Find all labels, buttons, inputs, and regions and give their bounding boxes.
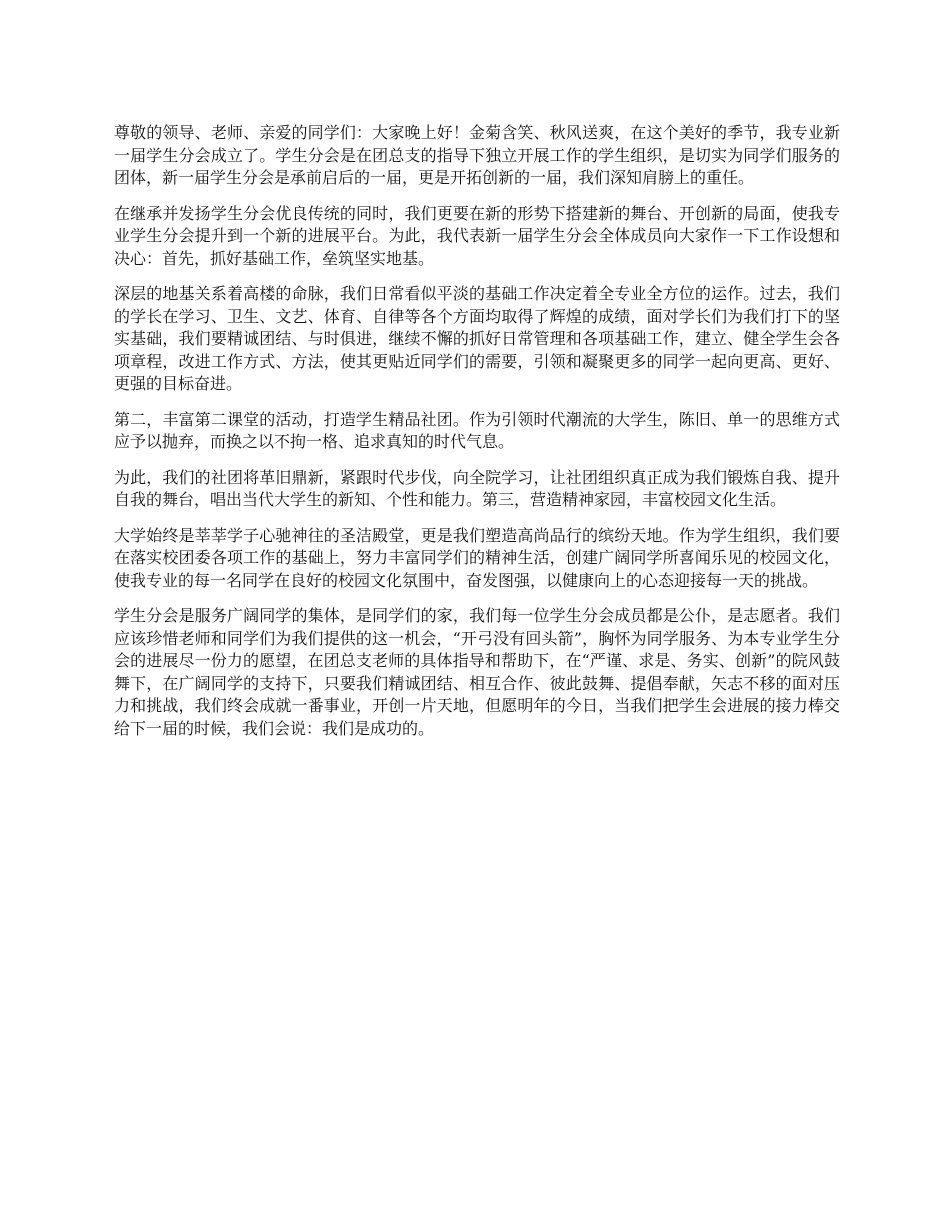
paragraph-6: 大学始终是莘莘学子心驰神往的圣洁殿堂，更是我们塑造高尚品行的缤纷天地。作为学生组织，我们要在落实校团委各项工作的基础上，努力丰富同学们的精神生活，创建广阔同学所喜闻乐见的校园文化，使我专业的每一名同学在良好的校园文化氛围中，奋发图强，以健康向上的心态迎接每一天的挑战。 xyxy=(114,525,840,590)
paragraph-5: 为此，我们的社团将革旧鼎新，紧跟时代步伐，向全院学习，让社团组织真正成为我们锻炼自我、提升自我的舞台，唱出当代大学生的新知、个性和能力。第三，营造精神家园，丰富校园文化生活。 xyxy=(114,467,840,509)
document-body xyxy=(114,122,840,753)
paragraph-1: 尊敬的领导、老师、亲爱的同学们：大家晚上好！金菊含笑、秋风送爽，在这个美好的季节，我专业新一届学生分会成立了。学生分会是在团总支的指导下独立开展工作的学生组织，是切实为同学们服务的团体，新一届学生分会是承前启后的一届，更是开拓创新的一届，我们深知肩膀上的重任。 xyxy=(114,123,840,187)
paragraph-3: 深层的地基关系着高楼的命脉，我们日常看似平淡的基础工作决定着全专业全方位的运作。过去，我们的学长在学习、卫生、文艺、体育、自律等各个方面均取得了辉煌的成绩，面对学长们为我们打下的坚实基础，我们要精诚团结、与时俱进，继续不懈的抓好日常管理和各项基础工作，建立、健全学生会各项章程，改进工作方式、方法，使其更贴近同学们的需要，引领和凝聚更多的同学一起向更高、更好、更强的目标奋进。 xyxy=(114,284,840,393)
paragraph-7: 学生分会是服务广阔同学的集体，是同学们的家，我们每一位学生分会成员都是公仆，是志愿者。我们应该珍惜老师和同学们为我们提供的这一机会，“开弓没有回头箭”，胸怀为同学服务、为本专业学生分会的进展尽一份力的愿望，在团总支老师的具体指导和帮助下，在“严谨、求是、务实、创新”的院风鼓舞下，在广阔同学的支持下，只要我们精诚团结、相互合作、彼此鼓舞、提倡奉献，矢志不移的面对压力和挑战，我们终会成就一番事业，开创一片天地，但愿明年的今日，当我们把学生会进展的接力棒交给下一届的时候，我们会说：我们是成功的。 xyxy=(114,606,840,738)
paragraph-4: 第二，丰富第二课堂的活动，打造学生精品社团。作为引领时代潮流的大学生，陈旧、单一的思维方式应予以抛弃，而换之以不拘一格、追求真知的时代气息。 xyxy=(114,409,840,451)
paragraph-2: 在继承并发扬学生分会优良传统的同时，我们更要在新的形势下搭建新的舞台、开创新的局面，使我专业学生分会提升到一个新的进展平台。为此，我代表新一届学生分会全体成员向大家作一下工作设想和决心：首先，抓好基础工作，垒筑坚实地基。 xyxy=(114,203,840,268)
